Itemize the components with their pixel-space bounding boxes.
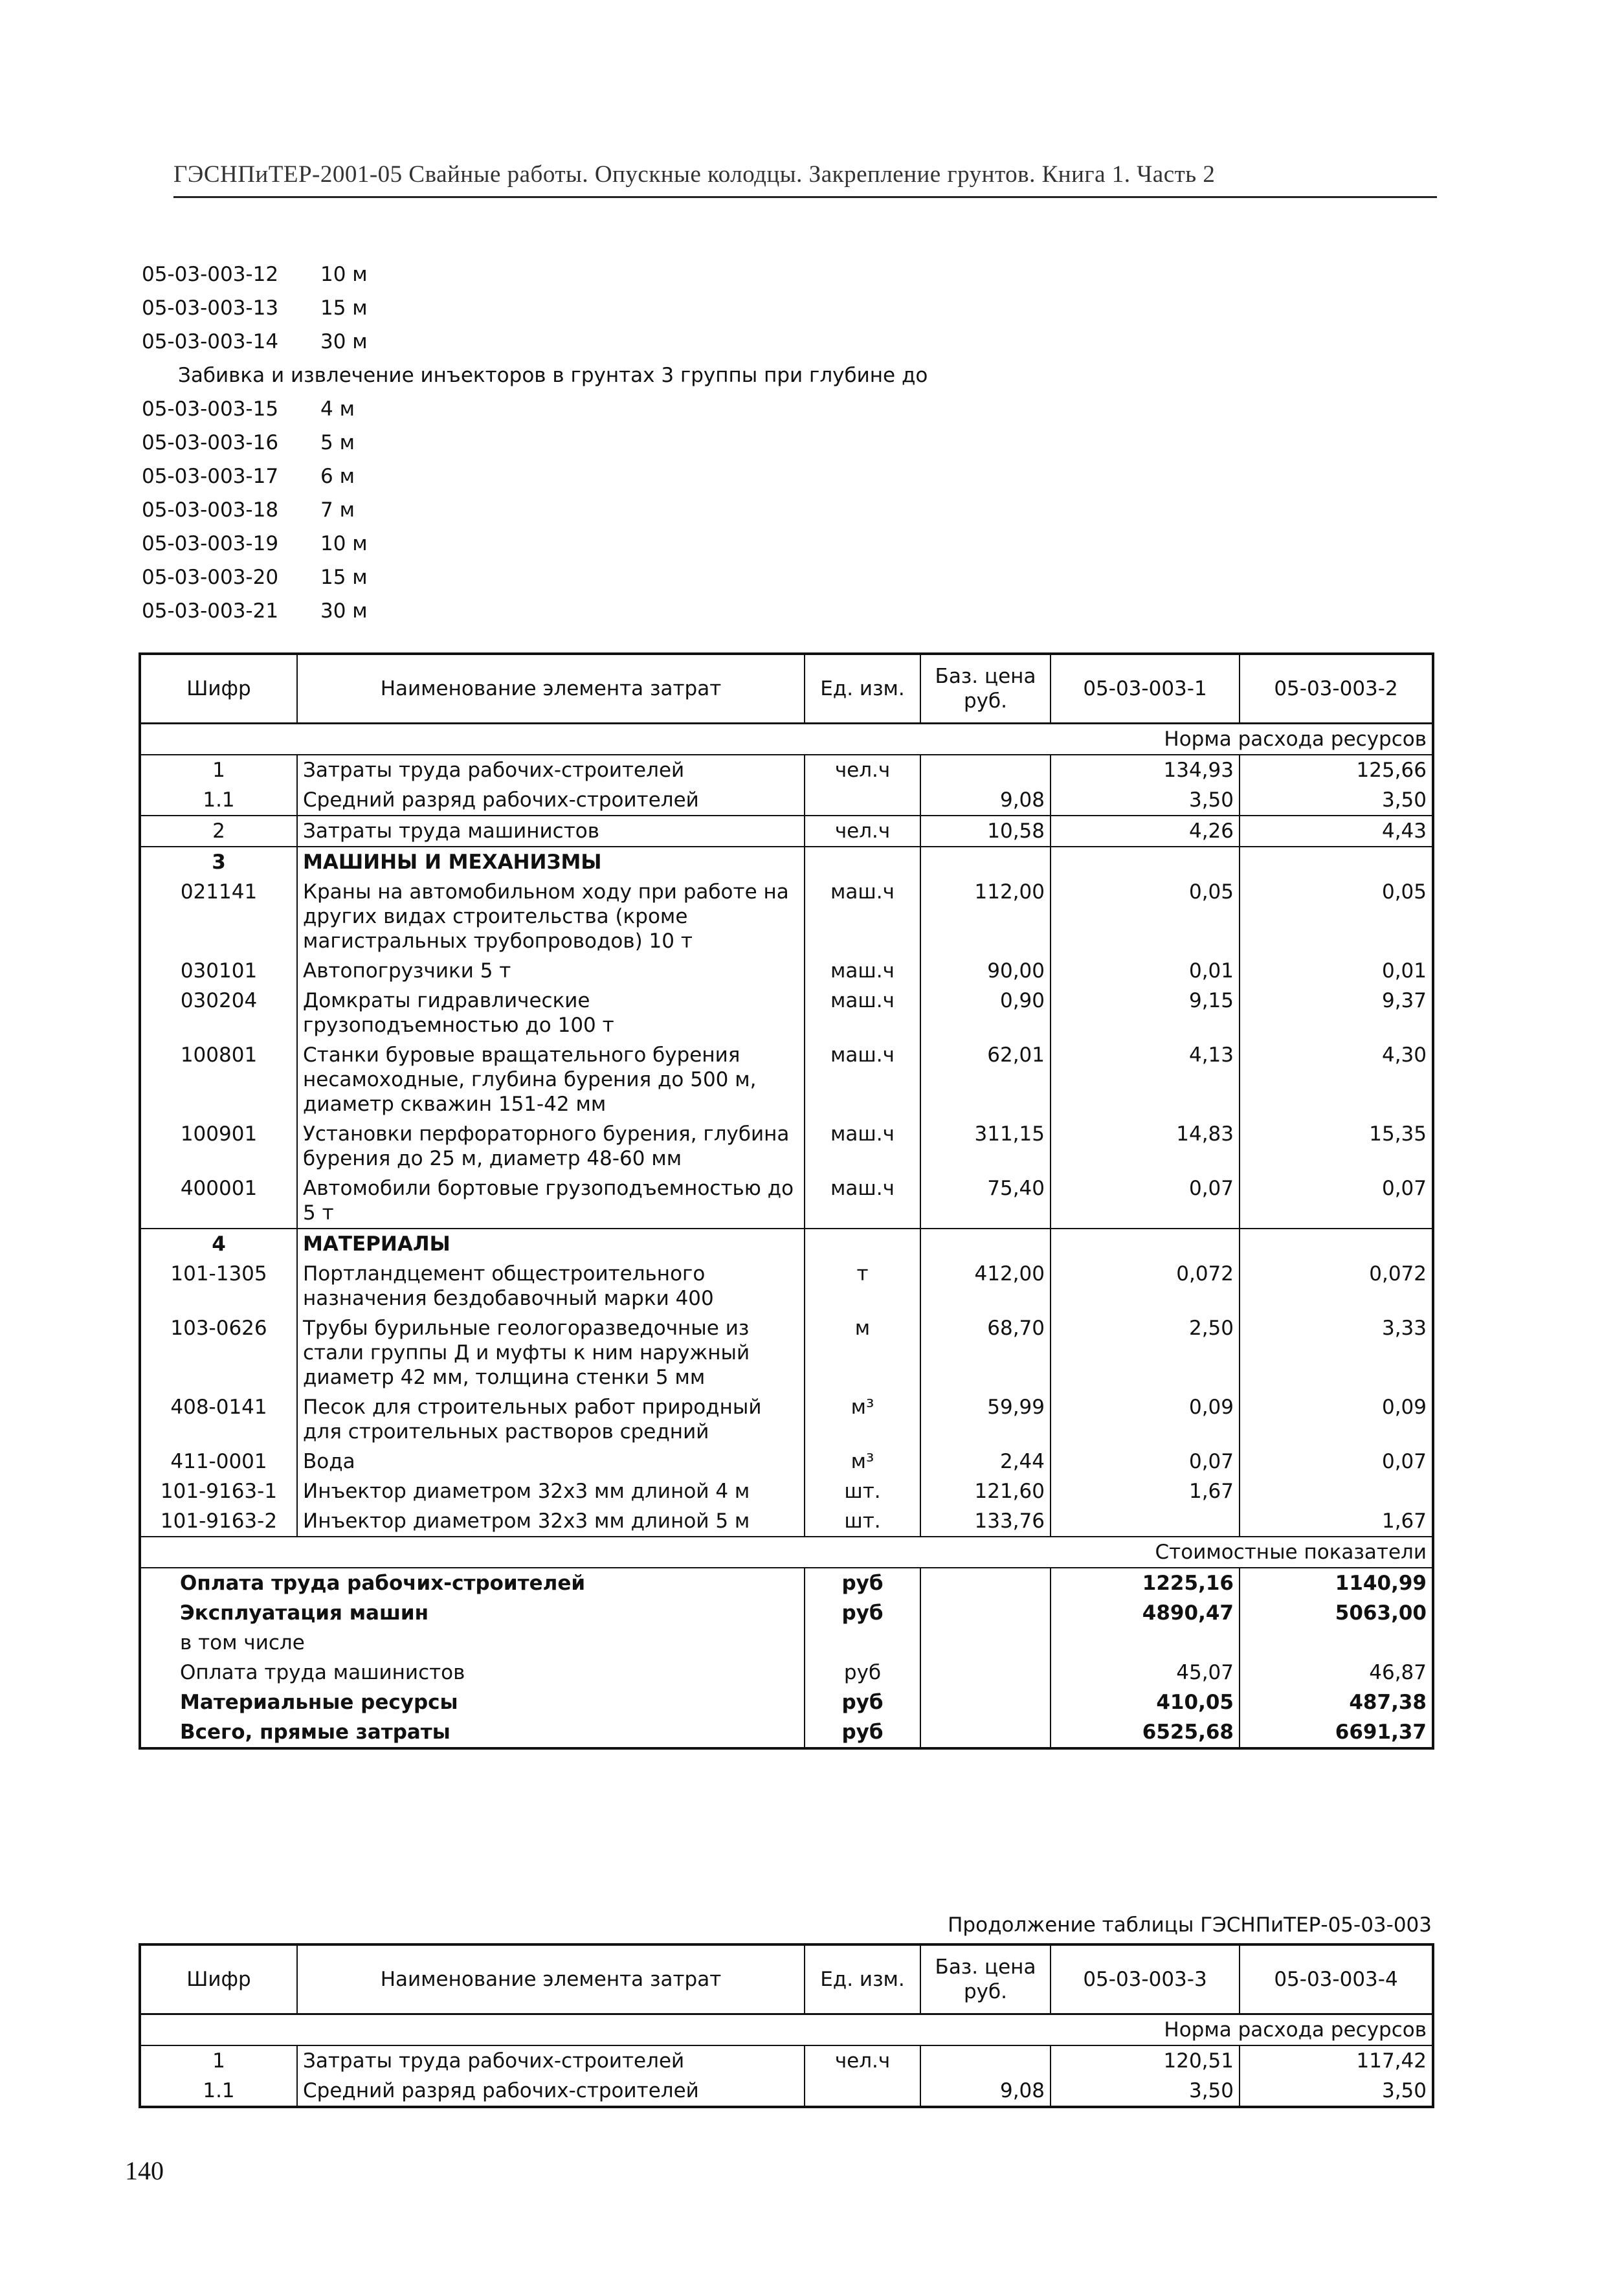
summary-price: [920, 1658, 1051, 1687]
summary-unit: руб: [805, 1598, 920, 1628]
row-value-2: 1,67: [1240, 1506, 1433, 1537]
row-name: Автомобили бортовые грузоподъемностью до 5 т: [297, 1174, 805, 1229]
row-price: 59,99: [920, 1392, 1051, 1447]
row-price: [920, 755, 1051, 785]
item-code: 05-03-003-20: [142, 566, 279, 589]
row-value-2: 3,50: [1240, 2076, 1433, 2107]
row-name: Установки перфораторного бурения, глубина бурения до 25 м, диаметр 48-60 мм: [297, 1119, 805, 1174]
row-value-2: 125,66: [1240, 755, 1433, 785]
summary-value-1: 1225,16: [1051, 1568, 1240, 1598]
row-unit: чел.ч: [805, 2045, 920, 2076]
header-col-1: 05-03-003-3: [1051, 1944, 1240, 2014]
table-row: [140, 847, 1433, 877]
item-code: 05-03-003-19: [142, 532, 279, 555]
row-unit: шт.: [805, 1506, 920, 1537]
row-unit: м³: [805, 1392, 920, 1447]
row-price: 68,70: [920, 1313, 1051, 1392]
summary-price: [920, 1628, 1051, 1658]
row-unit: м: [805, 1313, 920, 1392]
row-value-1: 0,07: [1051, 1174, 1240, 1229]
item-value: 7 м: [320, 498, 355, 522]
section-label: Норма расхода ресурсов: [140, 2014, 1433, 2046]
item-value: 30 м: [320, 330, 368, 353]
header-code: Шифр: [140, 1944, 297, 2014]
row-value-1: 0,09: [1051, 1392, 1240, 1447]
row-name: Песок для строительных работ природный для строительных растворов средний: [297, 1392, 805, 1447]
table-row: [140, 785, 1433, 816]
row-value-2: [1240, 847, 1433, 877]
code-list-item: [142, 392, 1242, 426]
header-name: Наименование элемента затрат: [297, 1944, 805, 2014]
code-list-item: [142, 460, 1242, 493]
summary-name: Оплата труда машинистов: [140, 1658, 805, 1687]
row-code: 1: [140, 755, 297, 785]
row-code: 1.1: [140, 785, 297, 816]
row-value-2: 0,09: [1240, 1392, 1433, 1447]
code-list: [142, 258, 1242, 628]
row-code: 101-9163-1: [140, 1476, 297, 1506]
summary-row: [140, 1568, 1433, 1598]
row-name: Инъектор диаметром 32х3 мм длиной 5 м: [297, 1506, 805, 1537]
summary-value-2: 1140,99: [1240, 1568, 1433, 1598]
row-value-1: 134,93: [1051, 755, 1240, 785]
table-row: [140, 1392, 1433, 1447]
table-row: [140, 1259, 1433, 1313]
row-unit: м³: [805, 1447, 920, 1476]
resource-table-continued: [139, 1943, 1432, 2108]
row-code: 400001: [140, 1174, 297, 1229]
row-value-2: 9,37: [1240, 986, 1433, 1040]
summary-value-2: [1240, 1628, 1433, 1658]
code-list-item: [142, 325, 1242, 359]
summary-value-2: 46,87: [1240, 1658, 1433, 1687]
item-code: 05-03-003-17: [142, 465, 279, 488]
row-code: 411-0001: [140, 1447, 297, 1476]
row-price: 412,00: [920, 1259, 1051, 1313]
header-divider: [173, 196, 1437, 198]
row-code: 4: [140, 1229, 297, 1259]
row-name: Затраты труда рабочих-строителей: [297, 755, 805, 785]
row-code: 100801: [140, 1040, 297, 1119]
row-code: 030101: [140, 956, 297, 986]
row-code: 030204: [140, 986, 297, 1040]
summary-unit: руб: [805, 1717, 920, 1748]
summary-unit: руб: [805, 1568, 920, 1598]
row-unit: [805, 1229, 920, 1259]
row-unit: маш.ч: [805, 1040, 920, 1119]
code-list-subheading: [142, 359, 1242, 392]
table-row: [140, 2045, 1433, 2076]
row-value-1: 4,13: [1051, 1040, 1240, 1119]
header-name: Наименование элемента затрат: [297, 654, 805, 724]
row-value-1: [1051, 1506, 1240, 1537]
row-name: Трубы бурильные геологоразведочные из стали группы Д и муфты к ним наружный диаметр 42 мм, толщина стенки 5 мм: [297, 1313, 805, 1392]
row-name: Станки буровые вращательного бурения несамоходные, глубина бурения до 500 м, диаметр скважин 151-42 мм: [297, 1040, 805, 1119]
table-header-row: [140, 1944, 1433, 2014]
item-code: 05-03-003-13: [142, 296, 279, 320]
resource-table-main: [139, 652, 1432, 1750]
item-code: 05-03-003-16: [142, 431, 279, 454]
summary-name: Эксплуатация машин: [140, 1598, 805, 1628]
row-price: 311,15: [920, 1119, 1051, 1174]
row-price: 9,08: [920, 785, 1051, 816]
row-unit: маш.ч: [805, 877, 920, 956]
continuation-caption: Продолжение таблицы ГЭСНПиТЕР-05-03-003: [948, 1913, 1432, 1937]
row-code: 101-9163-2: [140, 1506, 297, 1537]
row-code: 3: [140, 847, 297, 877]
summary-value-1: 6525,68: [1051, 1717, 1240, 1748]
row-unit: маш.ч: [805, 1174, 920, 1229]
row-value-1: 4,26: [1051, 816, 1240, 847]
table-row: [140, 1506, 1433, 1537]
table-row: [140, 1476, 1433, 1506]
row-price: 9,08: [920, 2076, 1051, 2107]
row-code: 101-1305: [140, 1259, 297, 1313]
section-label-row: [140, 2014, 1433, 2046]
table-row: [140, 816, 1433, 847]
row-value-1: 0,07: [1051, 1447, 1240, 1476]
item-code: 05-03-003-14: [142, 330, 279, 353]
table-header-row: [140, 654, 1433, 724]
row-unit: чел.ч: [805, 816, 920, 847]
code-list-item: [142, 594, 1242, 628]
summary-value-2: 5063,00: [1240, 1598, 1433, 1628]
table-row: [140, 755, 1433, 785]
row-value-1: [1051, 847, 1240, 877]
row-value-1: 9,15: [1051, 986, 1240, 1040]
row-code: 103-0626: [140, 1313, 297, 1392]
row-value-2: 0,07: [1240, 1447, 1433, 1476]
row-name: МАТЕРИАЛЫ: [297, 1229, 805, 1259]
item-value: 5 м: [320, 431, 355, 454]
row-value-1: 120,51: [1051, 2045, 1240, 2076]
item-value: 4 м: [320, 397, 355, 421]
row-price: 112,00: [920, 877, 1051, 956]
summary-name: Материальные ресурсы: [140, 1687, 805, 1717]
summary-price: [920, 1717, 1051, 1748]
code-list-item: [142, 527, 1242, 561]
code-list-item: [142, 426, 1242, 460]
row-unit: маш.ч: [805, 956, 920, 986]
row-value-2: 0,05: [1240, 877, 1433, 956]
row-name: Затраты труда машинистов: [297, 816, 805, 847]
row-code: 021141: [140, 877, 297, 956]
summary-value-1: 45,07: [1051, 1658, 1240, 1687]
section-label-row: [140, 724, 1433, 755]
row-price: [920, 847, 1051, 877]
row-value-1: 14,83: [1051, 1119, 1240, 1174]
row-value-2: 0,07: [1240, 1174, 1433, 1229]
summary-name: Оплата труда рабочих-строителей: [140, 1568, 805, 1598]
summary-value-1: 4890,47: [1051, 1598, 1240, 1628]
summary-name: в том числе: [140, 1628, 805, 1658]
summary-unit: руб: [805, 1687, 920, 1717]
row-code: 408-0141: [140, 1392, 297, 1447]
section-label-row: [140, 1537, 1433, 1568]
row-unit: шт.: [805, 1476, 920, 1506]
table-row: [140, 877, 1433, 956]
row-unit: маш.ч: [805, 1119, 920, 1174]
row-price: 62,01: [920, 1040, 1051, 1119]
header-col-1: 05-03-003-1: [1051, 654, 1240, 724]
table-row: [140, 1313, 1433, 1392]
row-code: 1: [140, 2045, 297, 2076]
summary-price: [920, 1568, 1051, 1598]
code-list-item: [142, 291, 1242, 325]
subheading-text: Забивка и извлечение инъекторов в грунтах 3 группы при глубине до: [178, 364, 928, 387]
item-value: 15 м: [320, 566, 368, 589]
row-price: 75,40: [920, 1174, 1051, 1229]
row-value-1: 2,50: [1051, 1313, 1240, 1392]
row-unit: чел.ч: [805, 755, 920, 785]
row-name: МАШИНЫ И МЕХАНИЗМЫ: [297, 847, 805, 877]
header-unit: Ед. изм.: [805, 1944, 920, 2014]
item-value: 15 м: [320, 296, 368, 320]
row-price: 10,58: [920, 816, 1051, 847]
row-price: 90,00: [920, 956, 1051, 986]
row-price: [920, 1229, 1051, 1259]
summary-value-2: 487,38: [1240, 1687, 1433, 1717]
summary-price: [920, 1598, 1051, 1628]
row-price: [920, 2045, 1051, 2076]
summary-unit: руб: [805, 1658, 920, 1687]
row-unit: [805, 2076, 920, 2107]
item-value: 6 м: [320, 465, 355, 488]
row-code: 1.1: [140, 2076, 297, 2107]
row-code: 100901: [140, 1119, 297, 1174]
summary-name: Всего, прямые затраты: [140, 1717, 805, 1748]
header-unit: Ед. изм.: [805, 654, 920, 724]
row-price: 2,44: [920, 1447, 1051, 1476]
row-value-2: 3,33: [1240, 1313, 1433, 1392]
row-value-2: 3,50: [1240, 785, 1433, 816]
item-value: 10 м: [320, 263, 368, 286]
row-unit: [805, 847, 920, 877]
row-name: Домкраты гидравлические грузоподъемностью до 100 т: [297, 986, 805, 1040]
section-label: Стоимостные показатели: [140, 1537, 1433, 1568]
summary-price: [920, 1687, 1051, 1717]
table-row: [140, 986, 1433, 1040]
summary-value-1: 410,05: [1051, 1687, 1240, 1717]
row-value-1: 3,50: [1051, 2076, 1240, 2107]
page-header: ГЭСНПиТЕР-2001-05 Свайные работы. Опускные колодцы. Закрепление грунтов. Книга 1. Часть 2: [173, 161, 1216, 188]
table-row: [140, 1040, 1433, 1119]
row-name: Инъектор диаметром 32х3 мм длиной 4 м: [297, 1476, 805, 1506]
page-number: 140: [125, 2156, 164, 2185]
summary-row: [140, 1658, 1433, 1687]
row-value-2: [1240, 1476, 1433, 1506]
row-value-2: 4,30: [1240, 1040, 1433, 1119]
row-value-2: [1240, 1229, 1433, 1259]
header-price: Баз. цена руб.: [920, 1944, 1051, 2014]
row-name: Затраты труда рабочих-строителей: [297, 2045, 805, 2076]
table-row: [140, 1447, 1433, 1476]
summary-row: [140, 1717, 1433, 1748]
row-value-1: 3,50: [1051, 785, 1240, 816]
header-col-2: 05-03-003-2: [1240, 654, 1433, 724]
code-list-item: [142, 493, 1242, 527]
summary-row: [140, 1628, 1433, 1658]
row-value-1: 0,01: [1051, 956, 1240, 986]
row-name: Краны на автомобильном ходу при работе на других видах строительства (кроме магистральных трубопроводов) 10 т: [297, 877, 805, 956]
row-value-1: 0,072: [1051, 1259, 1240, 1313]
summary-row: [140, 1598, 1433, 1628]
row-value-2: 0,01: [1240, 956, 1433, 986]
row-price: 133,76: [920, 1506, 1051, 1537]
item-code: 05-03-003-21: [142, 599, 279, 623]
summary-value-2: 6691,37: [1240, 1717, 1433, 1748]
row-code: 2: [140, 816, 297, 847]
row-value-1: [1051, 1229, 1240, 1259]
row-unit: маш.ч: [805, 986, 920, 1040]
row-name: Средний разряд рабочих-строителей: [297, 2076, 805, 2107]
row-name: Вода: [297, 1447, 805, 1476]
header-code: Шифр: [140, 654, 297, 724]
row-name: Портландцемент общестроительного назначения бездобавочный марки 400: [297, 1259, 805, 1313]
code-list-item: [142, 258, 1242, 291]
summary-value-1: [1051, 1628, 1240, 1658]
row-value-1: 1,67: [1051, 1476, 1240, 1506]
table-row: [140, 1229, 1433, 1259]
summary-unit: [805, 1628, 920, 1658]
row-value-2: 4,43: [1240, 816, 1433, 847]
row-name: Автопогрузчики 5 т: [297, 956, 805, 986]
code-list-item: [142, 561, 1242, 594]
item-code: 05-03-003-18: [142, 498, 279, 522]
summary-row: [140, 1687, 1433, 1717]
row-unit: т: [805, 1259, 920, 1313]
row-value-2: 0,072: [1240, 1259, 1433, 1313]
row-value-1: 0,05: [1051, 877, 1240, 956]
header-price: Баз. цена руб.: [920, 654, 1051, 724]
table-row: [140, 1174, 1433, 1229]
table-row: [140, 956, 1433, 986]
section-label: Норма расхода ресурсов: [140, 724, 1433, 755]
item-value: 30 м: [320, 599, 368, 623]
item-code: 05-03-003-12: [142, 263, 279, 286]
row-value-2: 15,35: [1240, 1119, 1433, 1174]
table-row: [140, 1119, 1433, 1174]
row-price: 121,60: [920, 1476, 1051, 1506]
item-value: 10 м: [320, 532, 368, 555]
item-code: 05-03-003-15: [142, 397, 279, 421]
row-value-2: 117,42: [1240, 2045, 1433, 2076]
row-price: 0,90: [920, 986, 1051, 1040]
row-unit: [805, 785, 920, 816]
row-name: Средний разряд рабочих-строителей: [297, 785, 805, 816]
header-col-2: 05-03-003-4: [1240, 1944, 1433, 2014]
table-row: [140, 2076, 1433, 2107]
